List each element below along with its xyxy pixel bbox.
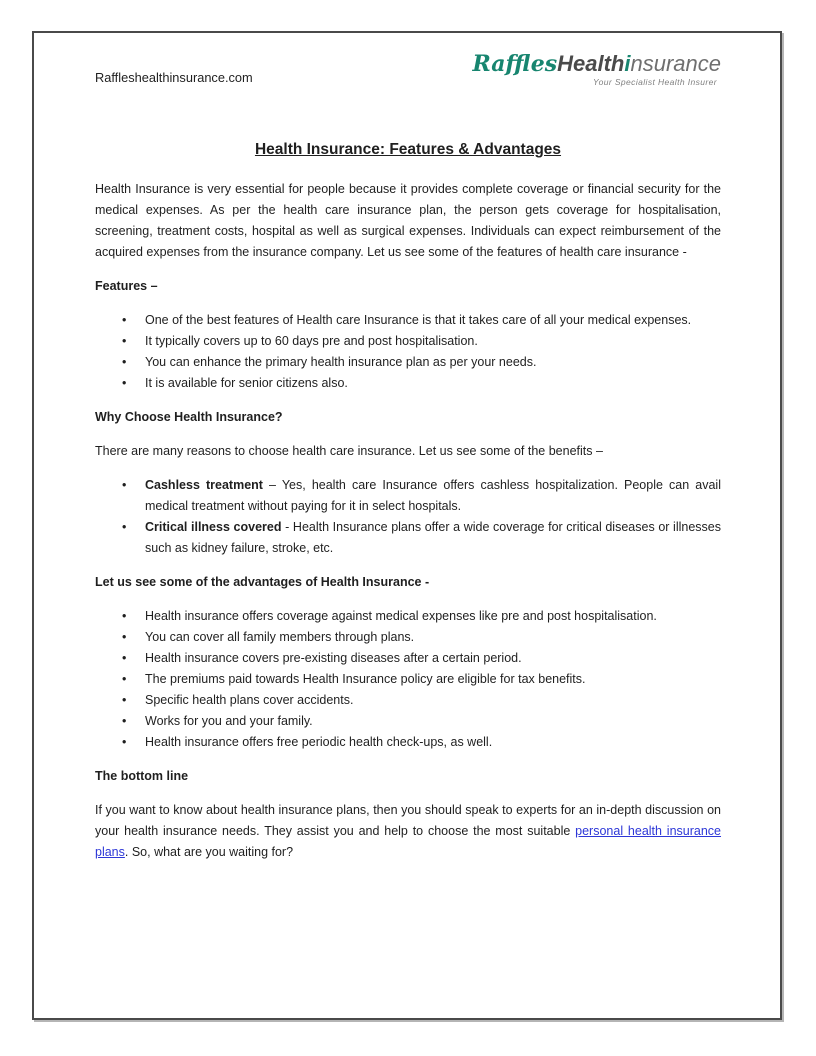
bottom-paragraph: [95, 800, 721, 863]
list-item: • Works for you and your family.: [95, 711, 721, 732]
why-intro-paragraph: There are many reasons to choose health care insurance. Let us see some of the benefits –: [95, 444, 603, 458]
list-item: • One of the best features of Health care Insurance is that it takes care of all your medical expenses.: [95, 310, 721, 331]
list-item: • Health insurance covers pre-existing diseases after a certain period.: [95, 648, 721, 669]
document-body: [95, 179, 721, 863]
logo-tagline: Your Specialist Health Insurer: [593, 77, 717, 87]
logo-wordmark: [472, 52, 721, 76]
list-item: • The premiums paid towards Health Insurance policy are eligible for tax benefits.: [95, 669, 721, 690]
logo-health-text: Health: [557, 51, 625, 76]
site-url: Raffleshealthinsurance.com: [95, 70, 253, 85]
page-title: Health Insurance: Features & Advantages: [254, 141, 562, 158]
list-item: [95, 475, 721, 517]
bottom-line-heading: The bottom line: [95, 769, 189, 783]
bottom-text-after: . So, what are you waiting for?: [124, 845, 294, 859]
bottom-text-before: If you want to know about health insurance plans, then you should speak to experts for an in-depth discussion on your health insurance needs. They assist you and help to choose the most suitable: [95, 803, 721, 838]
why-choose-heading: Why Choose Health Insurance?: [95, 410, 283, 424]
benefits-list: [95, 475, 721, 559]
benefit-lead: Cashless treatment: [145, 478, 263, 492]
personal-health-insurance-plans-link[interactable]: personal health insurance plans: [95, 824, 722, 859]
logo-raffles-text: Raffles: [472, 51, 558, 77]
list-item: • It is available for senior citizens also.: [95, 373, 721, 394]
features-list: [95, 310, 721, 394]
list-item: • You can cover all family members through plans.: [95, 627, 721, 648]
list-item: • It typically covers up to 60 days pre and post hospitalisation.: [95, 331, 721, 352]
list-item: • Health insurance offers free periodic health check-ups, as well.: [95, 732, 721, 753]
list-item: • Health insurance offers coverage against medical expenses like pre and post hospitalisation.: [95, 606, 721, 627]
benefit-text: – Yes, health care Insurance offers cashless hospitalization. People can avail medical treatment without paying for it in select hospitals.: [145, 478, 721, 513]
advantages-heading: Let us see some of the advantages of Health Insurance -: [95, 575, 430, 589]
intro-paragraph: Health Insurance is very essential for people because it provides complete coverage or financial security for the medical expenses. As per the health care insurance plan, the person gets coverage for hospitalisation, screening, treatment costs, hospital as well as surgical expenses. Individuals can expect reimbursement of the acquired expenses from the insurance company. Let us see some of the features of health care insurance -: [95, 182, 721, 259]
advantages-list: [95, 606, 721, 753]
document-page: [32, 31, 782, 1020]
list-item: • Specific health plans cover accidents.: [95, 690, 721, 711]
logo-nsurance-text: nsurance: [630, 51, 721, 76]
logo-i-text: i: [624, 51, 631, 76]
benefit-lead: Critical illness covered: [145, 520, 282, 534]
page-header: [95, 46, 721, 120]
features-heading: Features –: [95, 279, 158, 293]
list-item: • You can enhance the primary health insurance plan as per your needs.: [95, 352, 721, 373]
raffles-logo: [472, 52, 721, 87]
benefit-text: - Health Insurance plans offer a wide coverage for critical diseases or illnesses such as kidney failure, stroke, etc.: [145, 520, 721, 555]
list-item: [95, 517, 721, 559]
